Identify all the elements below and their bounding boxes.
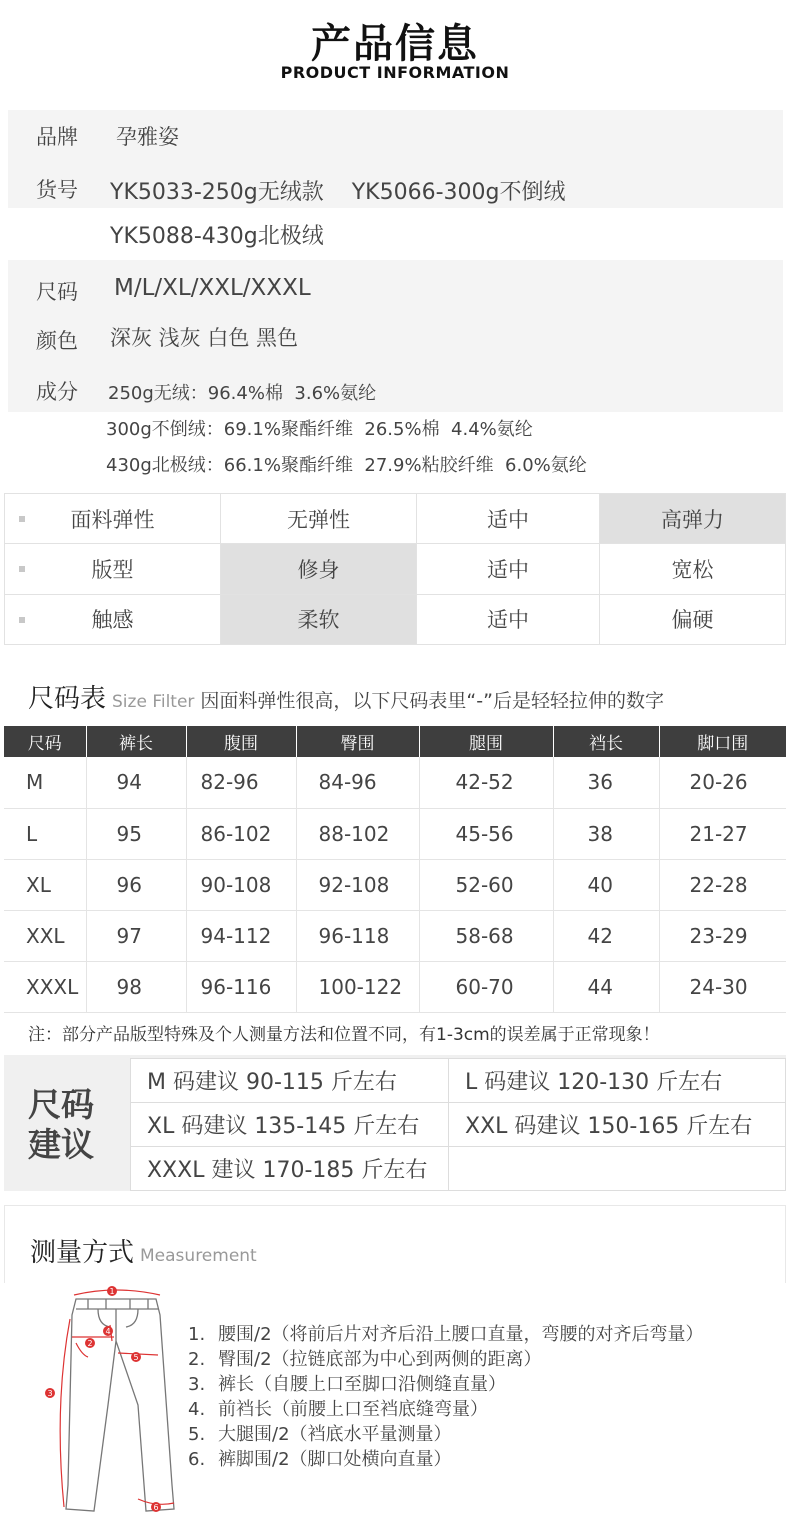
color-value: 深灰 浅灰 白色 黑色 — [110, 326, 299, 350]
marker-3-icon — [45, 1388, 55, 1398]
pants-diagram — [38, 1285, 188, 1520]
fabric-table — [4, 493, 786, 645]
table-cell: 38 — [553, 808, 659, 859]
page-subtitle: PRODUCT INFORMATION — [280, 63, 510, 82]
size-label: 尺码 — [36, 280, 78, 304]
fabric-row-fit — [5, 544, 786, 594]
pants-outline-icon — [66, 1299, 174, 1511]
composition-line-3: 430g北极绒：66.1%聚酯纤维 27.9%粘胶纤维 6.0%氨纶 — [106, 455, 587, 476]
table-cell: 96-118 — [296, 910, 419, 961]
size-value: M/L/XL/XXL/XXXL — [114, 275, 311, 301]
size-recommend-table — [130, 1058, 786, 1191]
brand-label: 品牌 — [36, 125, 78, 149]
table-cell: XXXL — [4, 961, 86, 1012]
table-cell: 84-96 — [296, 757, 419, 808]
table-cell: XL — [4, 859, 86, 910]
size-chart-heading — [28, 678, 664, 715]
composition-line-2: 300g不倒绒：69.1%聚酯纤维 26.5%棉 4.4%氨纶 — [106, 419, 533, 440]
table-cell: 88-102 — [296, 808, 419, 859]
sku-line-2: YK5088-430g北极绒 — [110, 224, 324, 249]
svg-text:4: 4 — [105, 1327, 111, 1336]
table-cell: 98 — [86, 961, 186, 1012]
list-item: 3. 裤长（自腰上口至脚口沿侧缝直量） — [188, 1374, 506, 1395]
table-cell: M — [4, 757, 86, 808]
table-cell: 58-68 — [419, 910, 553, 961]
column-header: 尺码 — [4, 726, 86, 757]
table-cell: 96-116 — [186, 961, 296, 1012]
table-cell: 22-28 — [659, 859, 786, 910]
column-header: 腿围 — [419, 726, 553, 757]
table-cell: 40 — [553, 859, 659, 910]
fabric-option-selected: 高弹力 — [600, 494, 786, 544]
composition-label: 成分 — [36, 380, 78, 404]
table-cell: 52-60 — [419, 859, 553, 910]
recommend-item-empty — [449, 1147, 786, 1191]
table-cell: 92-108 — [296, 859, 419, 910]
marker-5-icon — [131, 1352, 141, 1362]
fabric-option: 宽松 — [600, 544, 786, 594]
column-header: 裆长 — [553, 726, 659, 757]
table-row — [4, 757, 786, 808]
svg-text:2: 2 — [87, 1339, 93, 1348]
svg-text:1: 1 — [109, 1287, 115, 1296]
column-header: 腹围 — [186, 726, 296, 757]
size-chart-title: 尺码表 — [28, 684, 107, 714]
fabric-option-selected: 修身 — [221, 544, 417, 594]
table-cell: 42-52 — [419, 757, 553, 808]
list-item: 4. 前裆长（前腰上口至裆底缝弯量） — [188, 1399, 488, 1420]
fabric-option-selected: 柔软 — [221, 594, 417, 644]
fabric-row-label: 触感 — [5, 594, 221, 644]
size-chart-header-row — [4, 726, 786, 757]
fabric-row-label: 版型 — [5, 544, 221, 594]
list-item: 2. 臀围/2（拉链底部为中心到两侧的距离） — [188, 1349, 542, 1370]
fabric-option: 适中 — [417, 594, 600, 644]
table-cell: 97 — [86, 910, 186, 961]
fabric-row-feel — [5, 594, 786, 644]
table-cell: 96 — [86, 859, 186, 910]
table-cell: 44 — [553, 961, 659, 1012]
list-item: 6. 裤脚围/2（脚口处横向直量） — [188, 1449, 452, 1470]
column-header: 脚口围 — [659, 726, 786, 757]
recommend-item: L 码建议 120-130 斤左右 — [449, 1059, 786, 1103]
table-cell: 23-29 — [659, 910, 786, 961]
table-row — [4, 910, 786, 961]
brand-value: 孕雅姿 — [116, 125, 179, 149]
table-cell: 90-108 — [186, 859, 296, 910]
size-recommend-title: 尺码 建议 — [28, 1085, 94, 1164]
marker-1-icon — [107, 1286, 117, 1296]
marker-6-icon — [151, 1502, 161, 1512]
table-cell: 60-70 — [419, 961, 553, 1012]
table-cell: 24-30 — [659, 961, 786, 1012]
bullet-icon — [19, 617, 25, 623]
table-cell: 94 — [86, 757, 186, 808]
measurement-title: 测量方式 — [30, 1238, 135, 1268]
recommend-item: M 码建议 90-115 斤左右 — [131, 1059, 449, 1103]
recommend-item: XXXL 建议 170-185 斤左右 — [131, 1147, 449, 1191]
recommend-item: XXL 码建议 150-165 斤左右 — [449, 1103, 786, 1147]
svg-text:6: 6 — [153, 1503, 159, 1512]
page-title: 产品信息 — [311, 21, 479, 67]
measurement-title-en: Measurement — [140, 1246, 257, 1266]
list-item: 1. 腰围/2（将前后片对齐后沿上腰口直量，弯腰的对齐后弯量） — [188, 1324, 704, 1345]
fabric-option: 适中 — [417, 544, 600, 594]
measurement-list — [188, 1322, 704, 1472]
table-cell: 42 — [553, 910, 659, 961]
sku-line-1: YK5033-250g无绒款 YK5066-300g不倒绒 — [110, 180, 566, 205]
svg-text:3: 3 — [47, 1389, 53, 1398]
measurement-heading — [30, 1232, 257, 1269]
column-header: 裤长 — [86, 726, 186, 757]
table-cell: 100-122 — [296, 961, 419, 1012]
table-cell: 21-27 — [659, 808, 786, 859]
size-chart-footnote: 注：部分产品版型特殊及个人测量方法和位置不同，有1-3cm的误差属于正常现象！ — [28, 1025, 660, 1045]
table-cell: 20-26 — [659, 757, 786, 808]
fabric-row-elasticity — [5, 494, 786, 544]
table-cell: 45-56 — [419, 808, 553, 859]
size-chart-table — [4, 726, 786, 1013]
size-chart-title-en: Size Filter — [112, 692, 195, 712]
svg-text:5: 5 — [133, 1353, 139, 1362]
table-cell: 86-102 — [186, 808, 296, 859]
column-header: 臀围 — [296, 726, 419, 757]
table-cell: 95 — [86, 808, 186, 859]
table-cell: 82-96 — [186, 757, 296, 808]
sku-label: 货号 — [36, 178, 78, 202]
table-row — [4, 808, 786, 859]
table-cell: 94-112 — [186, 910, 296, 961]
table-row — [4, 961, 786, 1012]
marker-4-icon — [103, 1326, 113, 1336]
table-row — [4, 859, 786, 910]
composition-line-1: 250g无绒：96.4%棉 3.6%氨纶 — [108, 383, 377, 404]
table-cell: XXL — [4, 910, 86, 961]
marker-2-icon — [85, 1338, 95, 1348]
fabric-option: 适中 — [417, 494, 600, 544]
recommend-item: XL 码建议 135-145 斤左右 — [131, 1103, 449, 1147]
bullet-icon — [19, 566, 25, 572]
info-panel — [8, 110, 783, 412]
fabric-row-label: 面料弹性 — [5, 494, 221, 544]
table-cell: 36 — [553, 757, 659, 808]
fabric-option: 无弹性 — [221, 494, 417, 544]
fabric-option: 偏硬 — [600, 594, 786, 644]
table-cell: L — [4, 808, 86, 859]
list-item: 5. 大腿围/2（裆底水平量测量） — [188, 1424, 452, 1445]
measure-lines-icon — [60, 1290, 174, 1507]
size-chart-note: 因面料弹性很高，以下尺码表里“-”后是轻轻拉伸的数字 — [200, 690, 664, 712]
color-label: 颜色 — [36, 329, 78, 353]
bullet-icon — [19, 516, 25, 522]
